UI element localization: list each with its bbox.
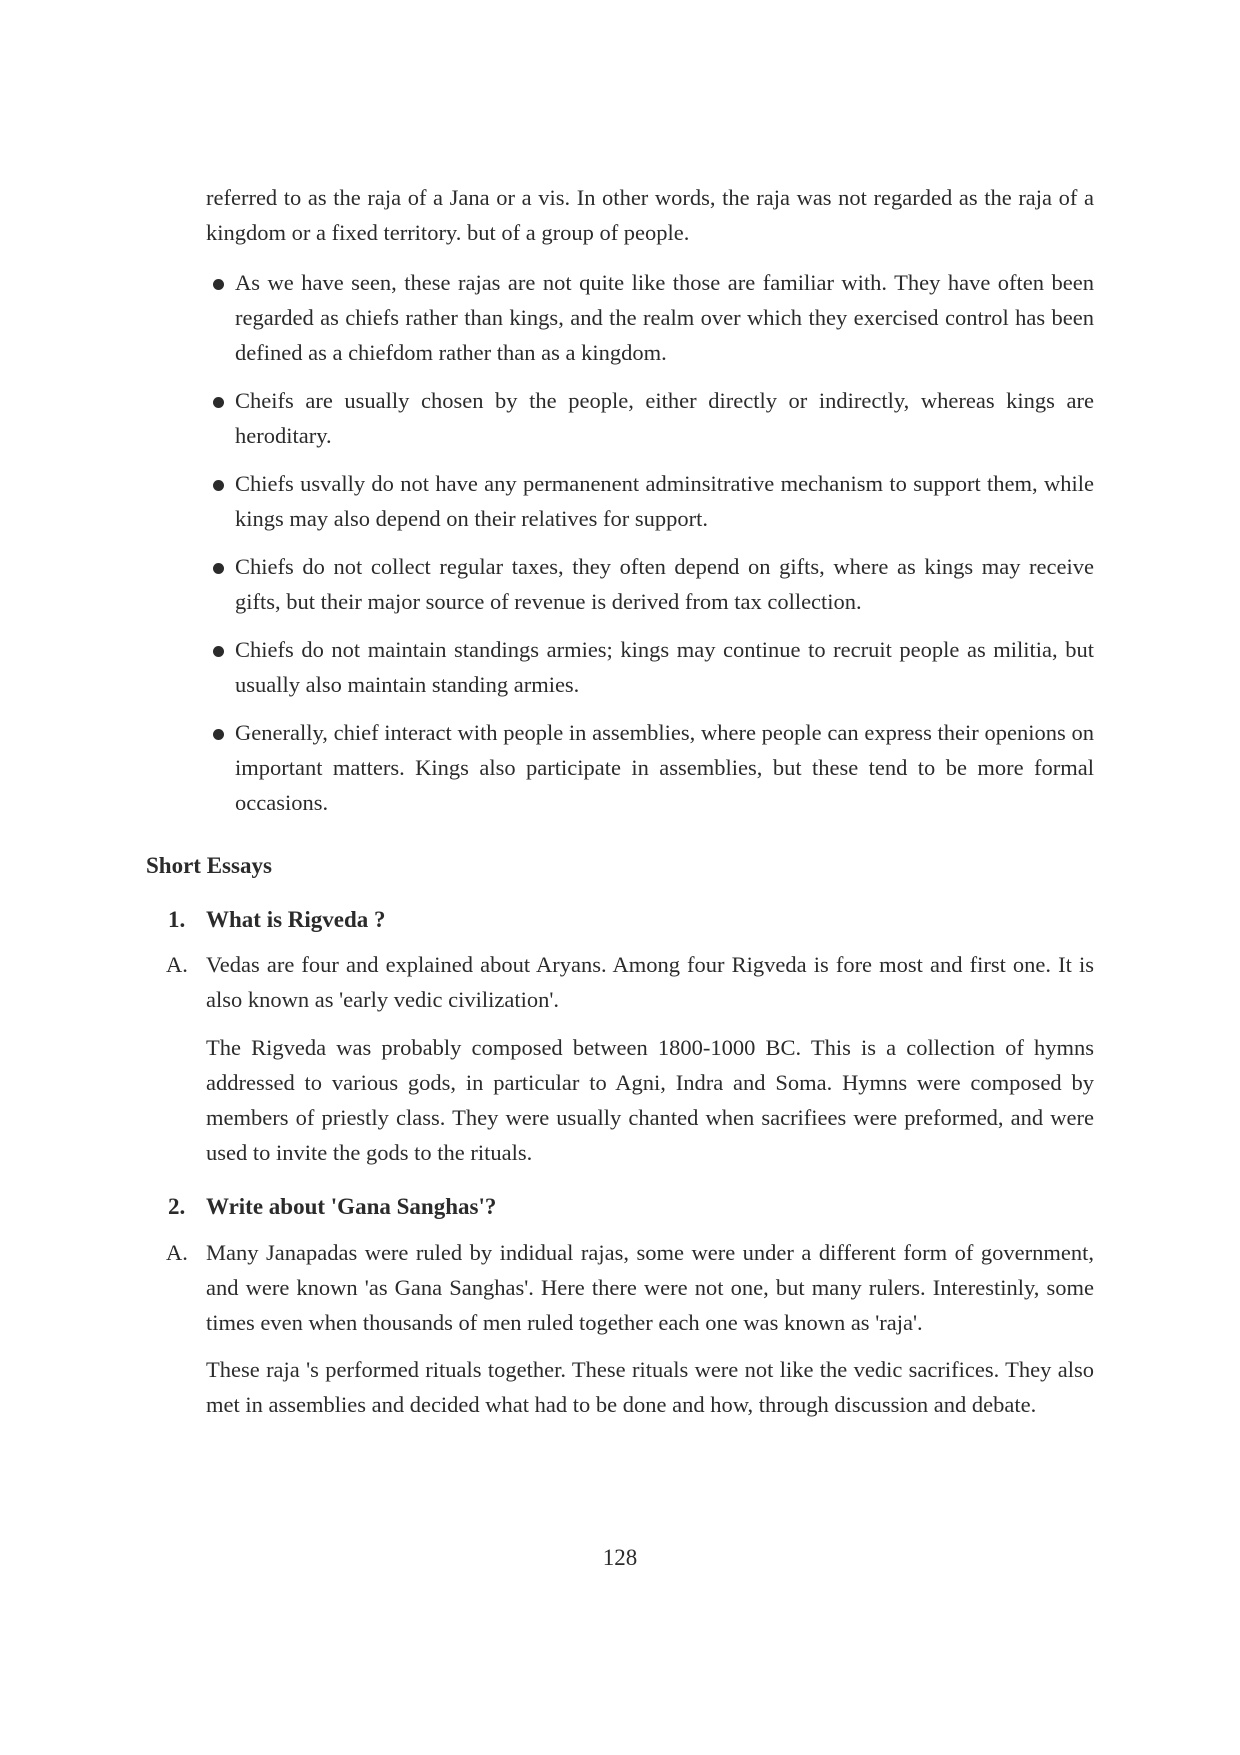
answer-paragraph: Vedas are four and explained about Aryans. Among four Rigveda is fore most and first one. It is also known as 'early vedic civilization'. — [206, 952, 1094, 1012]
bullet-icon — [213, 563, 224, 574]
section-heading: Short Essays — [146, 853, 272, 878]
list-item — [210, 383, 1094, 453]
answer-paragraph: Many Janapadas were ruled by indidual rajas, some were under a different form of government, and were known 'as Gana Sanghas'. Here there were not one, but many rulers. Interestinly, some times even when thousands of men ruled together each one was known as 'raja'. — [206, 1240, 1094, 1335]
list-item — [210, 632, 1094, 702]
list-item-text: Cheifs are usually chosen by the people, either directly or indirectly, whereas kings are heroditary. — [235, 388, 1094, 448]
list-item — [210, 549, 1094, 619]
question-number: 2. — [168, 1194, 186, 1219]
bullet-icon — [213, 279, 224, 290]
question-title: What is Rigveda ? — [206, 907, 386, 932]
list-item — [210, 265, 1094, 370]
question-title: Write about 'Gana Sanghas'? — [206, 1194, 497, 1219]
list-item — [210, 466, 1094, 536]
answer-paragraph: The Rigveda was probably composed between 1800-1000 BC. This is a collection of hymns addressed to various gods, in particular to Agni, Indra and Soma. Hymns were composed by members of priestly class. They were usually chanted when sacrifiees were preformed, and were used to invite the gods to the rituals. — [206, 1035, 1094, 1165]
page-number: 128 — [602, 1545, 638, 1570]
list-item-text: Generally, chief interact with people in assemblies, where people can express their openions on important matters. Kings also participate in assemblies, but these tend to be more formal occasions. — [235, 720, 1094, 815]
chief-vs-king-list — [210, 265, 1094, 833]
answer-marker: A. — [166, 952, 188, 977]
bullet-icon — [213, 729, 224, 740]
intro-paragraph: referred to as the raja of a Jana or a vis. In other words, the raja was not regarded as the raja of a kingdom or a fixed territory. but of a group of people. — [206, 185, 1094, 245]
bullet-icon — [213, 397, 224, 408]
bullet-icon — [213, 480, 224, 491]
answer-paragraph: These raja 's performed rituals together. These rituals were not like the vedic sacrifices. They also met in assemblies and decided what had to be done and how, through discussion and debate. — [206, 1357, 1094, 1417]
answer-marker: A. — [166, 1240, 188, 1265]
list-item-text: As we have seen, these rajas are not quite like those are familiar with. They have often been regarded as chiefs rather than kings, and the realm over which they exercised control has been defined as a chiefdom rather than as a kingdom. — [235, 270, 1094, 365]
list-item-text: Chiefs do not maintain standings armies; kings may continue to recruit people as militia, but usually also maintain standing armies. — [235, 637, 1094, 697]
list-item-text: Chiefs do not collect regular taxes, they often depend on gifts, where as kings may receive gifts, but their major source of revenue is derived from tax collection. — [235, 554, 1094, 614]
list-item-text: Chiefs usvally do not have any permanenent adminsitrative mechanism to support them, while kings may also depend on their relatives for support. — [235, 471, 1094, 531]
question-number: 1. — [168, 907, 186, 932]
list-item — [210, 715, 1094, 820]
bullet-icon — [213, 646, 224, 657]
